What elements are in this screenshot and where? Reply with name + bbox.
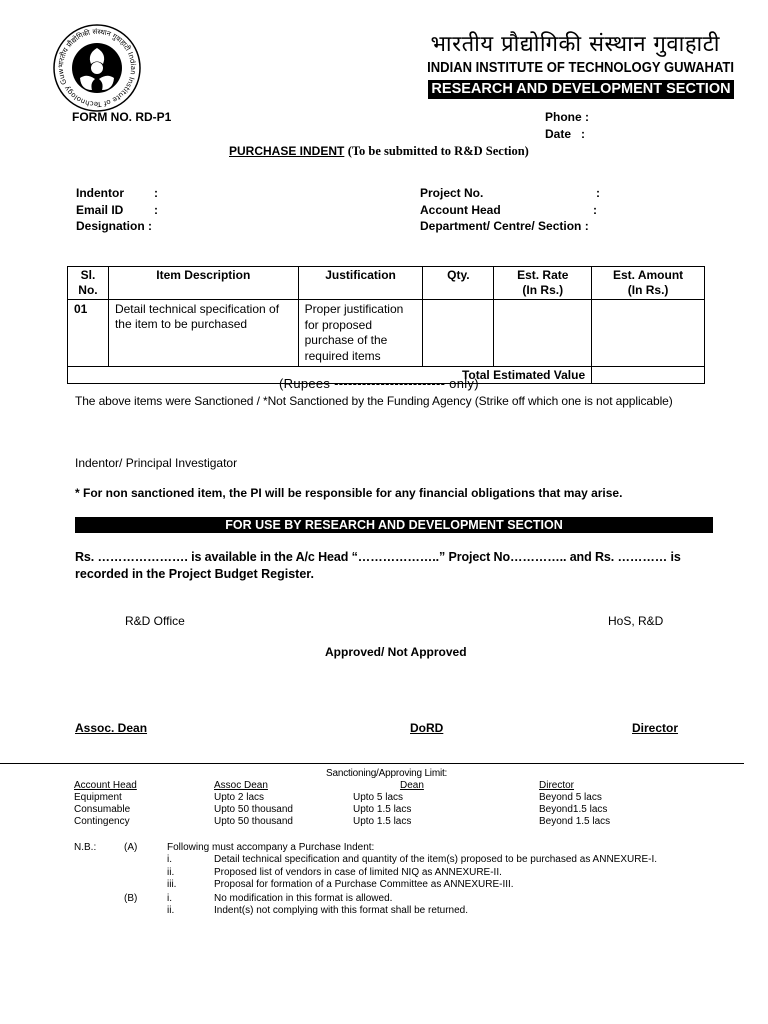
department-label: Department/ Centre/ Section : bbox=[420, 219, 589, 233]
note-a-label: (A) bbox=[124, 842, 138, 853]
col-justification: Justification bbox=[298, 267, 423, 300]
budget-line-2: recorded in the Project Budget Register. bbox=[75, 567, 314, 581]
note-a-item: Proposal for formation of a Purchase Committee as ANNEXURE-III. bbox=[214, 879, 514, 890]
note-b-label: (B) bbox=[124, 893, 138, 904]
note-b-item: No modification in this format is allowed. bbox=[214, 893, 393, 904]
total-label: Total Estimated Value bbox=[68, 367, 592, 384]
col-est-amount: Est. Amount (In Rs.) bbox=[592, 267, 705, 300]
email-colon: : bbox=[154, 203, 158, 217]
account-head-label: Account Head bbox=[420, 203, 501, 217]
col-qty: Qty. bbox=[423, 267, 494, 300]
rupees-in-words: (Rupees ------------------------ only) bbox=[279, 376, 479, 391]
designation-label: Designation : bbox=[76, 219, 153, 233]
limits-row-consumable-assoc: Upto 50 thousand bbox=[214, 804, 293, 815]
project-no-label: Project No. bbox=[420, 186, 484, 200]
account-head-colon: : bbox=[593, 203, 597, 217]
form-title-main: PURCHASE INDENT bbox=[229, 144, 345, 158]
note-a-item: Detail technical specification and quantity of the item(s) proposed to be purchased as ANNEXURE-I. bbox=[214, 854, 658, 865]
note-a-intro: Following must accompany a Purchase Indent: bbox=[167, 842, 375, 853]
item-table bbox=[67, 266, 705, 384]
rd-use-bar: FOR USE BY RESEARCH AND DEVELOPMENT SECTION bbox=[75, 517, 713, 533]
cell-total-value bbox=[592, 367, 705, 384]
limits-row-contingency-assoc: Upto 50 thousand bbox=[214, 816, 293, 827]
table-header-row bbox=[68, 267, 705, 300]
cell-amount bbox=[592, 300, 705, 367]
limits-row-contingency-director: Beyond 1.5 lacs bbox=[539, 816, 611, 827]
phone-label: Phone : bbox=[545, 110, 589, 124]
assoc-dean-signature: Assoc. Dean bbox=[75, 721, 148, 735]
cell-justification: Proper justification for proposed purchase of the required items bbox=[298, 300, 423, 367]
nb-label: N.B.: bbox=[74, 842, 97, 853]
approval-status: Approved/ Not Approved bbox=[325, 645, 467, 659]
section-name-bar: RESEARCH AND DEVELOPMENT SECTION bbox=[428, 80, 734, 99]
limits-row-equipment-assoc: Upto 2 lacs bbox=[214, 792, 265, 803]
cell-qty bbox=[423, 300, 494, 367]
limits-header-dean: Dean bbox=[400, 780, 424, 791]
form-number: FORM NO. RD-P1 bbox=[72, 110, 172, 124]
note-a-item-marker: i. bbox=[167, 854, 172, 865]
limits-row-contingency-dean: Upto 1.5 lacs bbox=[353, 816, 412, 827]
non-sanction-note: * For non sanctioned item, the PI will be responsible for any financial obligations that may arise. bbox=[75, 486, 623, 500]
limits-row-equipment-dean: Upto 5 lacs bbox=[353, 792, 404, 803]
email-label: Email ID bbox=[76, 203, 124, 217]
note-a-item-marker: iii. bbox=[167, 879, 177, 890]
sanction-statement: The above items were Sanctioned / *Not Sanctioned by the Funding Agency (Strike off which one is not applicable) bbox=[75, 394, 673, 408]
institute-name: INDIAN INSTITUTE OF TECHNOLOGY GUWAHATI bbox=[427, 60, 734, 76]
limits-row-consumable-dean: Upto 1.5 lacs bbox=[353, 804, 412, 815]
budget-line-1: Rs. …………………. is available in the A/c Head “………………..” Project No………….. and Rs. ………… is bbox=[75, 550, 681, 564]
limits-header-assoc-dean: Assoc Dean bbox=[214, 780, 268, 791]
col-sl-no: Sl. No. bbox=[68, 267, 109, 300]
note-b-item-marker: i. bbox=[167, 893, 172, 904]
indentor-label: Indentor bbox=[76, 186, 124, 200]
note-b-item-marker: ii. bbox=[167, 905, 175, 916]
limits-header-director: Director bbox=[539, 780, 575, 791]
dord-signature: DoRD bbox=[410, 721, 444, 735]
form-title-note: (To be submitted to R&D Section) bbox=[347, 144, 529, 158]
date-label: Date : bbox=[545, 127, 586, 141]
note-b-item: Indent(s) not complying with this format shall be returned. bbox=[214, 905, 469, 916]
form-title bbox=[229, 144, 529, 159]
cell-description: Detail technical specification of the item to be purchased bbox=[108, 300, 298, 367]
hos-label: HoS, R&D bbox=[608, 614, 664, 628]
col-est-rate: Est. Rate (In Rs.) bbox=[494, 267, 592, 300]
indentor-colon: : bbox=[154, 186, 158, 200]
divider bbox=[0, 763, 744, 764]
limits-row-consumable-director: Beyond1.5 lacs bbox=[539, 804, 608, 815]
note-a-item-marker: ii. bbox=[167, 867, 175, 878]
director-signature: Director bbox=[632, 721, 679, 735]
iit-guwahati-logo bbox=[52, 24, 142, 112]
cell-rate bbox=[494, 300, 592, 367]
cell-sl: 01 bbox=[68, 300, 109, 367]
indentor-pi-signature: Indentor/ Principal Investigator bbox=[75, 456, 238, 470]
limits-row-contingency-head: Contingency bbox=[74, 816, 130, 827]
project-no-colon: : bbox=[596, 186, 600, 200]
limits-row-equipment-head: Equipment bbox=[74, 792, 122, 803]
col-item-description: Item Description bbox=[108, 267, 298, 300]
institute-name-hindi: भारतीय प्रौद्योगिकी संस्थान गुवाहाटी bbox=[430, 32, 720, 57]
note-a-item: Proposed list of vendors in case of limited NIQ as ANNEXURE-II. bbox=[214, 867, 502, 878]
table-row bbox=[68, 300, 705, 367]
limits-row-equipment-director: Beyond 5 lacs bbox=[539, 792, 602, 803]
limits-title: Sanctioning/Approving Limit: bbox=[326, 768, 448, 779]
limits-row-consumable-head: Consumable bbox=[74, 804, 131, 815]
logo-lettering: भारतीय प्रौद्योगिकी संस्थान गुवाहाटी Indian Institute of Technology Guw bbox=[56, 27, 138, 109]
limits-header-account-head: Account Head bbox=[74, 780, 137, 791]
rd-office-label: R&D Office bbox=[125, 614, 185, 628]
